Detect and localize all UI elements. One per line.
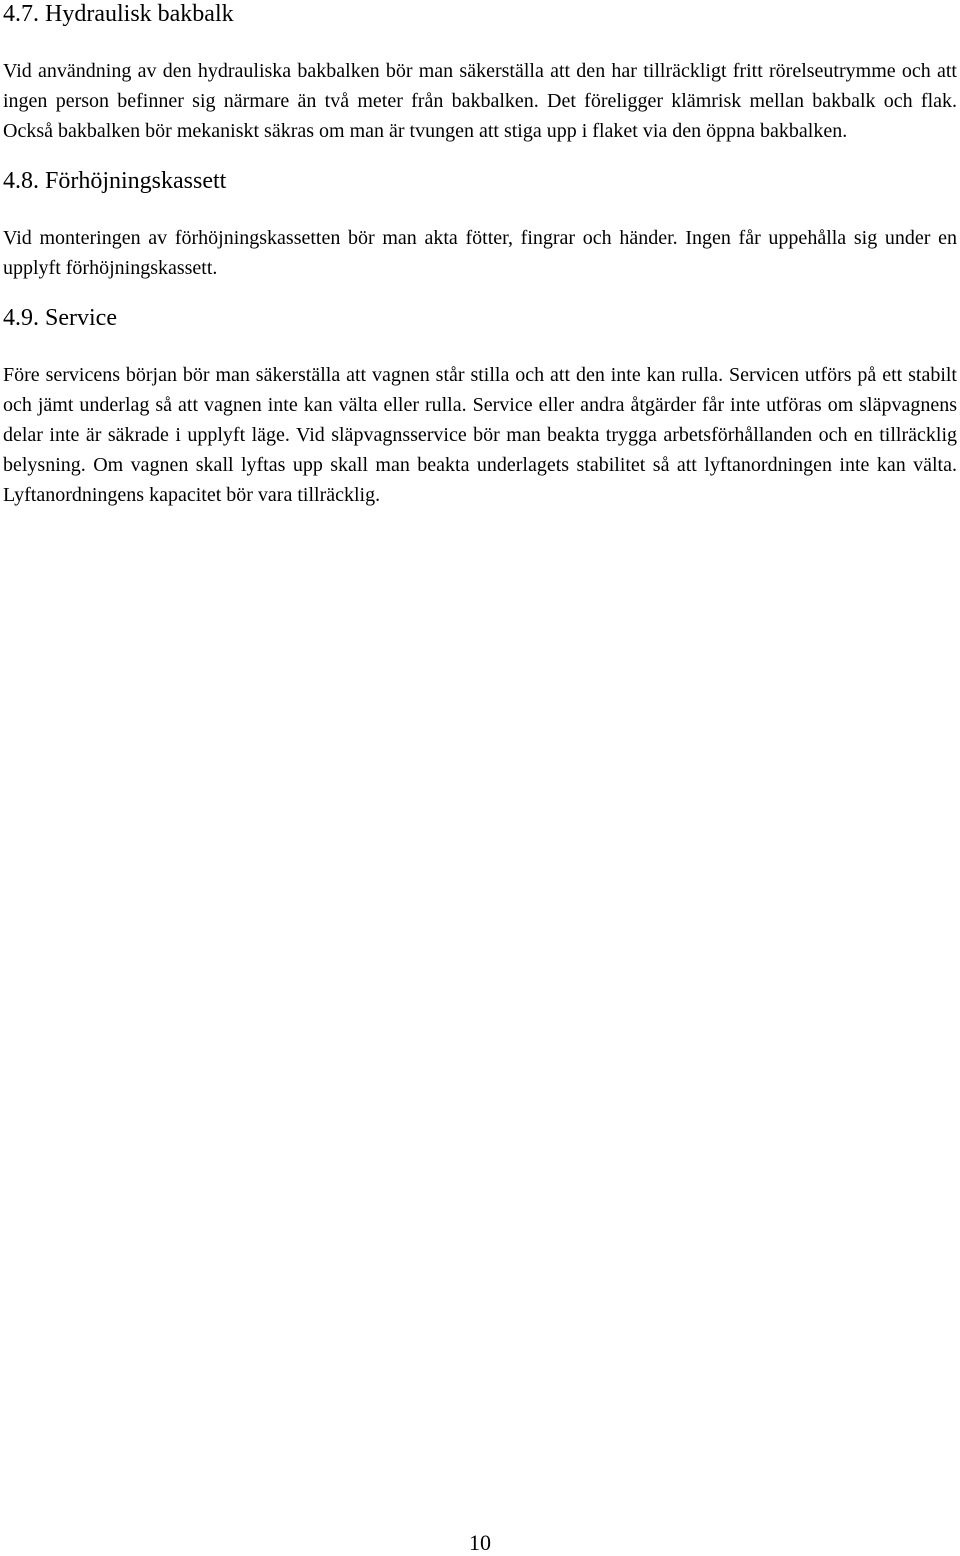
page-number: 10 [469, 1530, 491, 1555]
section-body-hydraulisk-bakbalk: Vid användning av den hydrauliska bakbalken bör man säkerställa att den har tillräckligt fritt rörelseutrymme och att ingen person befinner sig närmare än två meter från bakbalken. Det föreligger klämrisk mellan bakbalk och flak. Också bakbalken bör mekaniskt säkras om man är tvungen att stiga upp i flaket via den öppna bakbalken. [3, 60, 957, 142]
section-heading-service: 4.9. Service [3, 305, 117, 331]
section-heading-hydraulisk-bakbalk: 4.7. Hydraulisk bakbalk [3, 1, 234, 27]
document-page [3, 0, 957, 510]
section-body-service: Före servicens början bör man säkerställa att vagnen står stilla och att den inte kan rulla. Servicen utförs på ett stabilt och jämt underlag så att vagnen inte kan välta eller rulla. Service eller andra åtgärder får inte utföras om släpvagnens delar inte är säkrade i upplyft läge. Vid släpvagnsservice bör man beakta trygga arbetsförhållanden och en tillräcklig belysning. Om vagnen skall lyftas upp skall man beakta underlagets stabilitet så att lyftanordningen inte kan välta. Lyftanordningens kapacitet bör vara tillräcklig. [3, 364, 957, 506]
section-heading-forhojningskassett: 4.8. Förhöjningskassett [3, 168, 227, 194]
section-body-forhojningskassett: Vid monteringen av förhöjningskassetten bör man akta fötter, fingrar och händer. Ingen får uppehålla sig under en upplyft förhöjningskassett. [3, 227, 957, 279]
